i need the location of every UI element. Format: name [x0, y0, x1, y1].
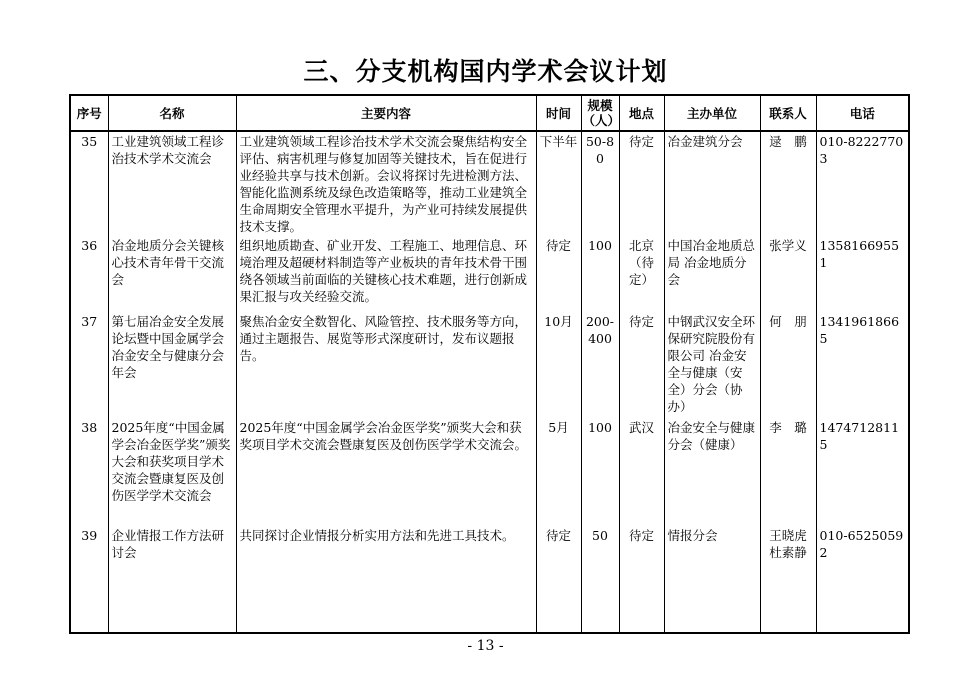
cell-scale: 100 [581, 236, 619, 312]
cell-place: 武汉 [619, 418, 664, 526]
page-number: - 13 - [467, 638, 504, 654]
table-row [70, 236, 909, 312]
cell-contact: 逯 鹏 [760, 131, 816, 236]
cell-scale: 50 [581, 526, 619, 633]
cell-scale: 100 [581, 418, 619, 526]
cell-content: 共同探讨企业情报分析实用方法和先进工具技术。 [236, 526, 536, 633]
cell-name: 第七届冶金安全发展论坛暨中国金属学会冶金安全与健康分会年会 [108, 312, 236, 418]
cell-host: 情报分会 [664, 526, 760, 633]
header-scale: 规模（人） [581, 95, 619, 131]
table-row [70, 418, 909, 526]
header-content: 主要内容 [236, 95, 536, 131]
cell-host: 冶金安全与健康分会（健康） [664, 418, 760, 526]
table-header-row [70, 95, 909, 131]
cell-place: 北京（待定） [619, 236, 664, 312]
cell-time: 10月 [536, 312, 581, 418]
cell-phone: 13419618665 [816, 312, 909, 418]
cell-name: 企业情报工作方法研讨会 [108, 526, 236, 633]
cell-place: 待定 [619, 312, 664, 418]
cell-no: 39 [70, 526, 108, 633]
cell-host: 中国冶金地质总局 冶金地质分会 [664, 236, 760, 312]
cell-host: 中钢武汉安全环保研究院股份有限公司 冶金安全与健康（安全）分会（协办） [664, 312, 760, 418]
cell-time: 下半年 [536, 131, 581, 236]
cell-contact: 李 璐 [760, 418, 816, 526]
header-time: 时间 [536, 95, 581, 131]
cell-contact: 王晓虎 杜素静 [760, 526, 816, 633]
cell-content: 2025年度“中国金属学会冶金医学奖”颁奖大会和获奖项目学术交流会暨康复医及创伤医学学术交流会。 [236, 418, 536, 526]
table-row [70, 526, 909, 633]
cell-contact: 何 朋 [760, 312, 816, 418]
cell-no: 38 [70, 418, 108, 526]
cell-name: 冶金地质分会关键核心技术青年骨干交流会 [108, 236, 236, 312]
cell-content: 组织地质勘查、矿业开发、工程施工、地理信息、环境治理及超硬材料制造等产业板块的青年技术骨干围绕各领域当前面临的关键核心技术难题，进行创新成果汇报与攻关经验交流。 [236, 236, 536, 312]
cell-place: 待定 [619, 131, 664, 236]
cell-name: 2025年度“中国金属学会冶金医学奖”颁奖大会和获奖项目学术交流会暨康复医及创伤医学学术交流会 [108, 418, 236, 526]
cell-phone: 010-82227703 [816, 131, 909, 236]
cell-time: 待定 [536, 526, 581, 633]
cell-phone: 010-65250592 [816, 526, 909, 633]
header-no: 序号 [70, 95, 108, 131]
cell-time: 待定 [536, 236, 581, 312]
header-contact: 联系人 [760, 95, 816, 131]
cell-scale: 50-80 [581, 131, 619, 236]
cell-phone: 13581669551 [816, 236, 909, 312]
cell-no: 35 [70, 131, 108, 236]
table-row [70, 312, 909, 418]
cell-phone: 14747128115 [816, 418, 909, 526]
header-place: 地点 [619, 95, 664, 131]
cell-no: 37 [70, 312, 108, 418]
cell-name: 工业建筑领域工程诊治技术学术交流会 [108, 131, 236, 236]
header-name: 名称 [108, 95, 236, 131]
cell-host: 冶金建筑分会 [664, 131, 760, 236]
page-title: 三、分支机构国内学术会议计划 [303, 57, 668, 86]
header-phone: 电话 [816, 95, 909, 131]
cell-contact: 张学义 [760, 236, 816, 312]
cell-content: 工业建筑领域工程诊治技术学术交流会聚焦结构安全评估、病害机理与修复加固等关键技术，旨在促进行业经验共享与技术创新。会议将探讨先进检测方法、智能化监测系统及绿色改造策略等，推动工业建筑全生命周期安全管理水平提升，为产业可持续发展提供技术支撑。 [236, 131, 536, 236]
table-row [70, 131, 909, 236]
cell-no: 36 [70, 236, 108, 312]
cell-place: 待定 [619, 526, 664, 633]
cell-content: 聚焦冶金安全数智化、风险管控、技术服务等方向，通过主题报告、展览等形式深度研讨，发布议题报告。 [236, 312, 536, 418]
cell-scale: 200-400 [581, 312, 619, 418]
header-host: 主办单位 [664, 95, 760, 131]
conference-plan-table [69, 94, 910, 634]
cell-time: 5月 [536, 418, 581, 526]
